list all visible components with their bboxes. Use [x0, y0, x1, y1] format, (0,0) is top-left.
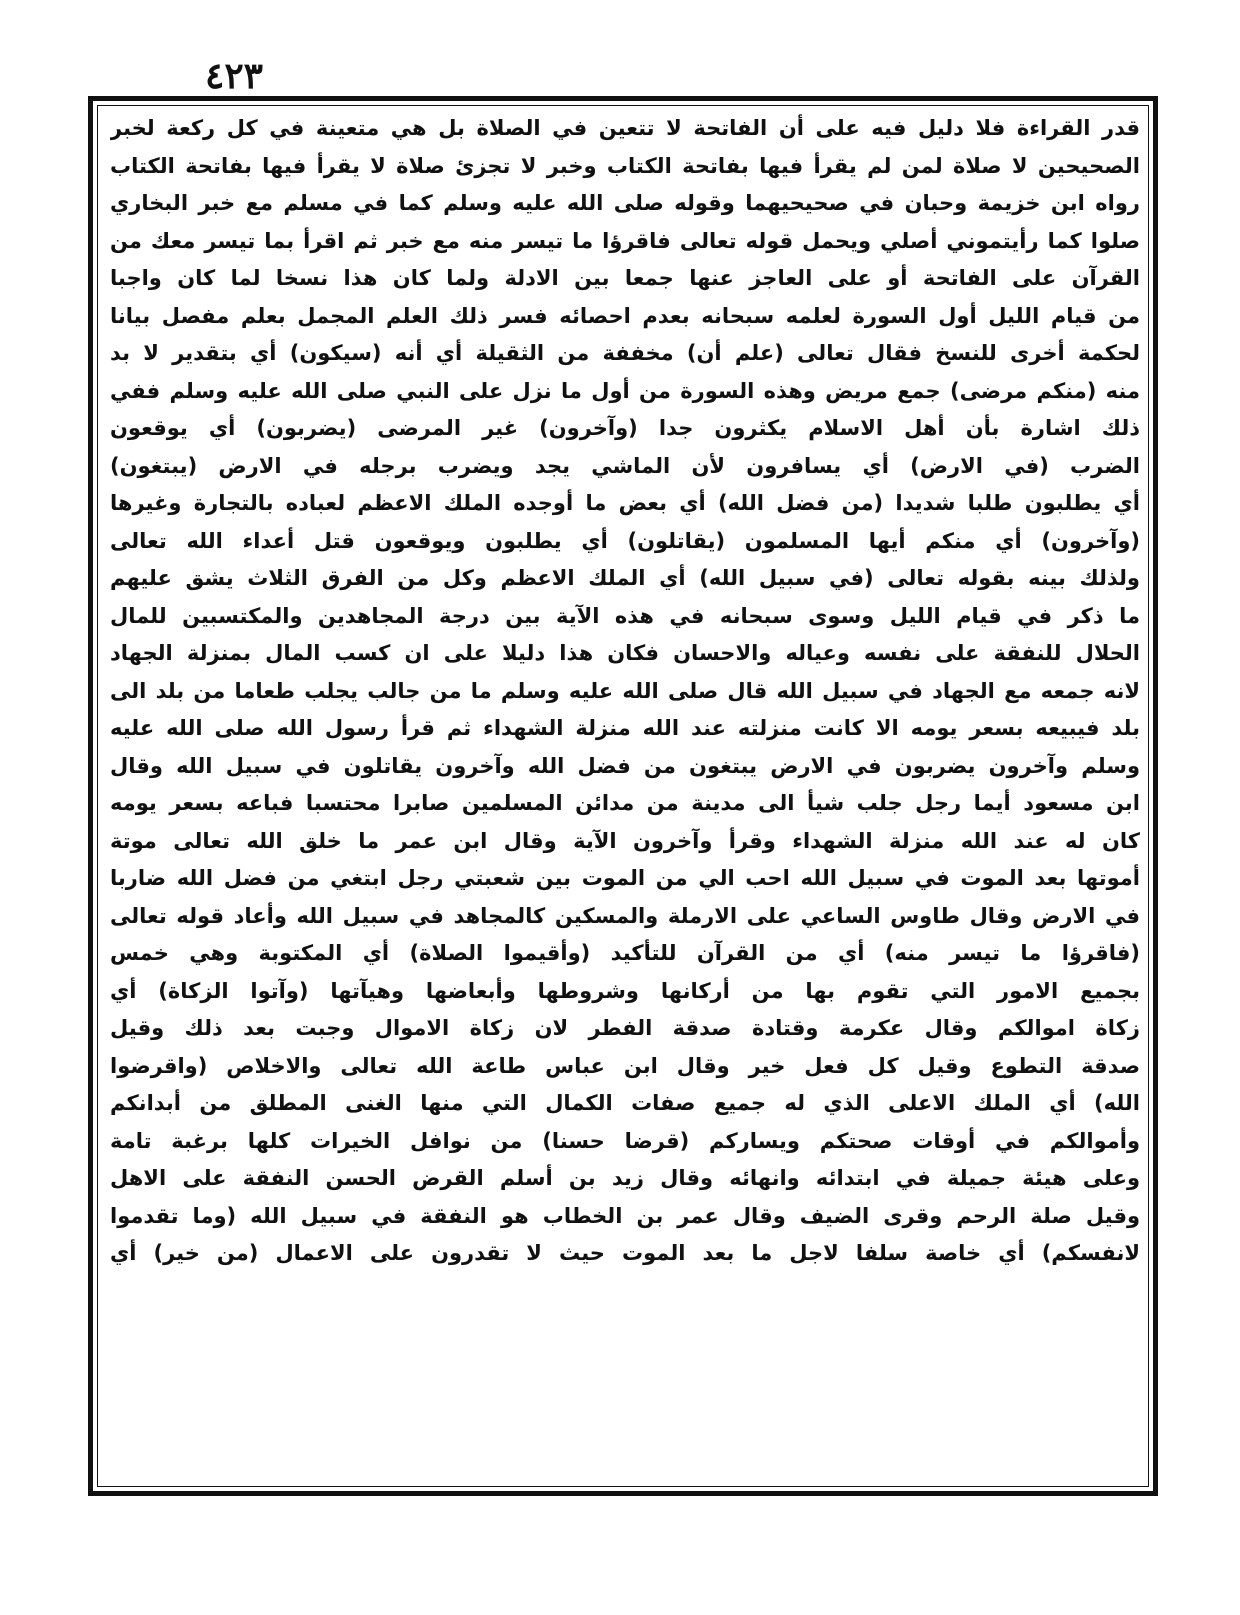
arabic-text-block [110, 110, 1140, 1490]
page-number: ٤٢٣ [205, 55, 264, 97]
text-line: وعلى هيئة جميلة في ابتدائه وانهائه وقال زيد بن أسلم القرض الحسن النفقة على الاهل [110, 1166, 1140, 1190]
text-line: صلوا كما رأيتموني أصلي ويحمل قوله تعالى فاقرؤا ما تيسر منه مع خبر ثم اقرأ بما تيسر معك من [110, 228, 1140, 253]
text-line: رواه ابن خزيمة وحبان في صحيحيهما وقوله صلى الله عليه وسلم كما في مسلم مع خبر البخاري [110, 191, 1140, 215]
text-line: وأموالكم في أوقات صحتكم ويساركم (قرضا حسنا) من نوافل الخيرات كلها برغبة تامة [110, 1128, 1140, 1153]
text-line: أموتها بعد الموت في سبيل الله احب الي من الموت بين شعبتي رجل ابتغي من فضل الله ضاربا [110, 866, 1140, 890]
text-line: من قيام الليل أول السورة لعلمه سبحانه بعدم احصائه فسر ذلك العلم المجمل بعلم مفصل بيانا [110, 303, 1140, 328]
text-line: بجميع الامور التي تقوم بها من أركانها وشروطها وأبعاضها وهيآتها (وآتوا الزكاة) أي [110, 978, 1140, 1003]
text-line: وسلم وآخرون يضربون في الارض يبتغون من فضل الله وآخرون يقاتلون في سبيل الله وقال [110, 753, 1140, 778]
text-line: ذلك اشارة بأن أهل الاسلام يكثرون جدا (وآخرون) غير المرضى (يضربون) أي يوقعون [110, 416, 1140, 440]
text-line: الضرب (في الارض) أي يسافرون لأن الماشي يجد ويضرب برجله في الارض (يبتغون) [110, 453, 1140, 478]
text-line: أي يطلبون طلبا شديدا (من فضل الله) أي بعض ما أوجده الملك الاعظم لعباده بالتجارة وغيرها [110, 491, 1140, 515]
text-line: (وآخرون) أي منكم أيها المسلمون (يقاتلون) أي يطلبون ويوقعون قتل أعداء الله تعالى [110, 528, 1140, 553]
text-line: بلد فيبيعه بسعر يومه الا كانت منزلته عند الله منزلة الشهداء ثم قرأ رسول الله صلى الله عليه [110, 716, 1140, 740]
text-line: لانفسكم) أي خاصة سلفا لاجل ما بعد الموت حيث لا تقدرون على الاعمال (من خير) أي [110, 1241, 1140, 1265]
text-line: ولذلك بينه بقوله تعالى (في سبيل الله) أي الملك الاعظم وكل من الفرق الثلاث يشق عليهم [110, 566, 1140, 590]
text-line: ما ذكر في قيام الليل وسوى سبحانه في هذه الآية بين درجة المجاهدين والمكتسبين للمال [110, 603, 1140, 628]
text-line: الصحيحين لا صلاة لمن لم يقرأ فيها بفاتحة الكتاب وخبر لا تجزئ صلاة لا يقرأ فيها بفاتحة الكتاب [110, 153, 1140, 178]
text-line: لحكمة أخرى للنسخ فقال تعالى (علم أن) مخففة من الثقيلة أي أنه (سيكون) أي بتقدير لا بد [110, 341, 1140, 365]
text-line: كان له عند الله منزلة الشهداء وقرأ وآخرون الآية وقال ابن عمر ما خلق الله تعالى موتة [110, 828, 1140, 853]
text-line: منه (منكم مرضى) جمع مريض وهذه السورة من أول ما نزل على النبي صلى الله عليه وسلم ففي [110, 378, 1140, 403]
text-line: زكاة اموالكم وقال عكرمة وقتادة صدقة الفطر لان زكاة الاموال وجبت بعد ذلك وقيل [110, 1016, 1140, 1040]
text-line: (فاقرؤا ما تيسر منه) أي من القرآن للتأكيد (وأقيموا الصلاة) أي المكتوبة وهي خمس [110, 941, 1140, 965]
text-line: لانه جمعه مع الجهاد في سبيل الله قال صلى الله عليه وسلم ما من جالب يجلب طعاما من بلد الى [110, 678, 1140, 703]
text-line: وقيل صلة الرحم وقرى الضيف وقال عمر بن الخطاب هو النفقة في سبيل الله (وما تقدموا [110, 1203, 1140, 1228]
text-line: الحلال للنفقة على نفسه وعياله والاحسان فكان هذا دليلا على ان كسب المال بمنزلة الجهاد [110, 641, 1140, 665]
text-line: صدقة التطوع وقيل كل فعل خير وقال ابن عباس طاعة الله تعالى والاخلاص (واقرضوا [110, 1053, 1140, 1078]
text-line: قدر القراءة فلا دليل فيه على أن الفاتحة لا تتعين في الصلاة بل هي متعينة في كل ركعة لخبر [110, 116, 1140, 140]
text-line: ابن مسعود أيما رجل جلب شيأ الى مدينة من مدائن المسلمين صابرا محتسبا فباعه بسعر يومه [110, 791, 1140, 815]
text-line: القرآن على الفاتحة أو على العاجز عنها جمعا بين الادلة ولما كان هذا نسخا لما كان واجبا [110, 266, 1140, 290]
text-line: الله) أي الملك الاعلى الذي له جميع صفات الكمال التي منها الغنى المطلق من أبدانكم [110, 1091, 1140, 1115]
text-line: في الارض وقال طاوس الساعي على الارملة والمسكين كالمجاهد في سبيل الله وأعاد قوله تعالى [110, 903, 1140, 928]
